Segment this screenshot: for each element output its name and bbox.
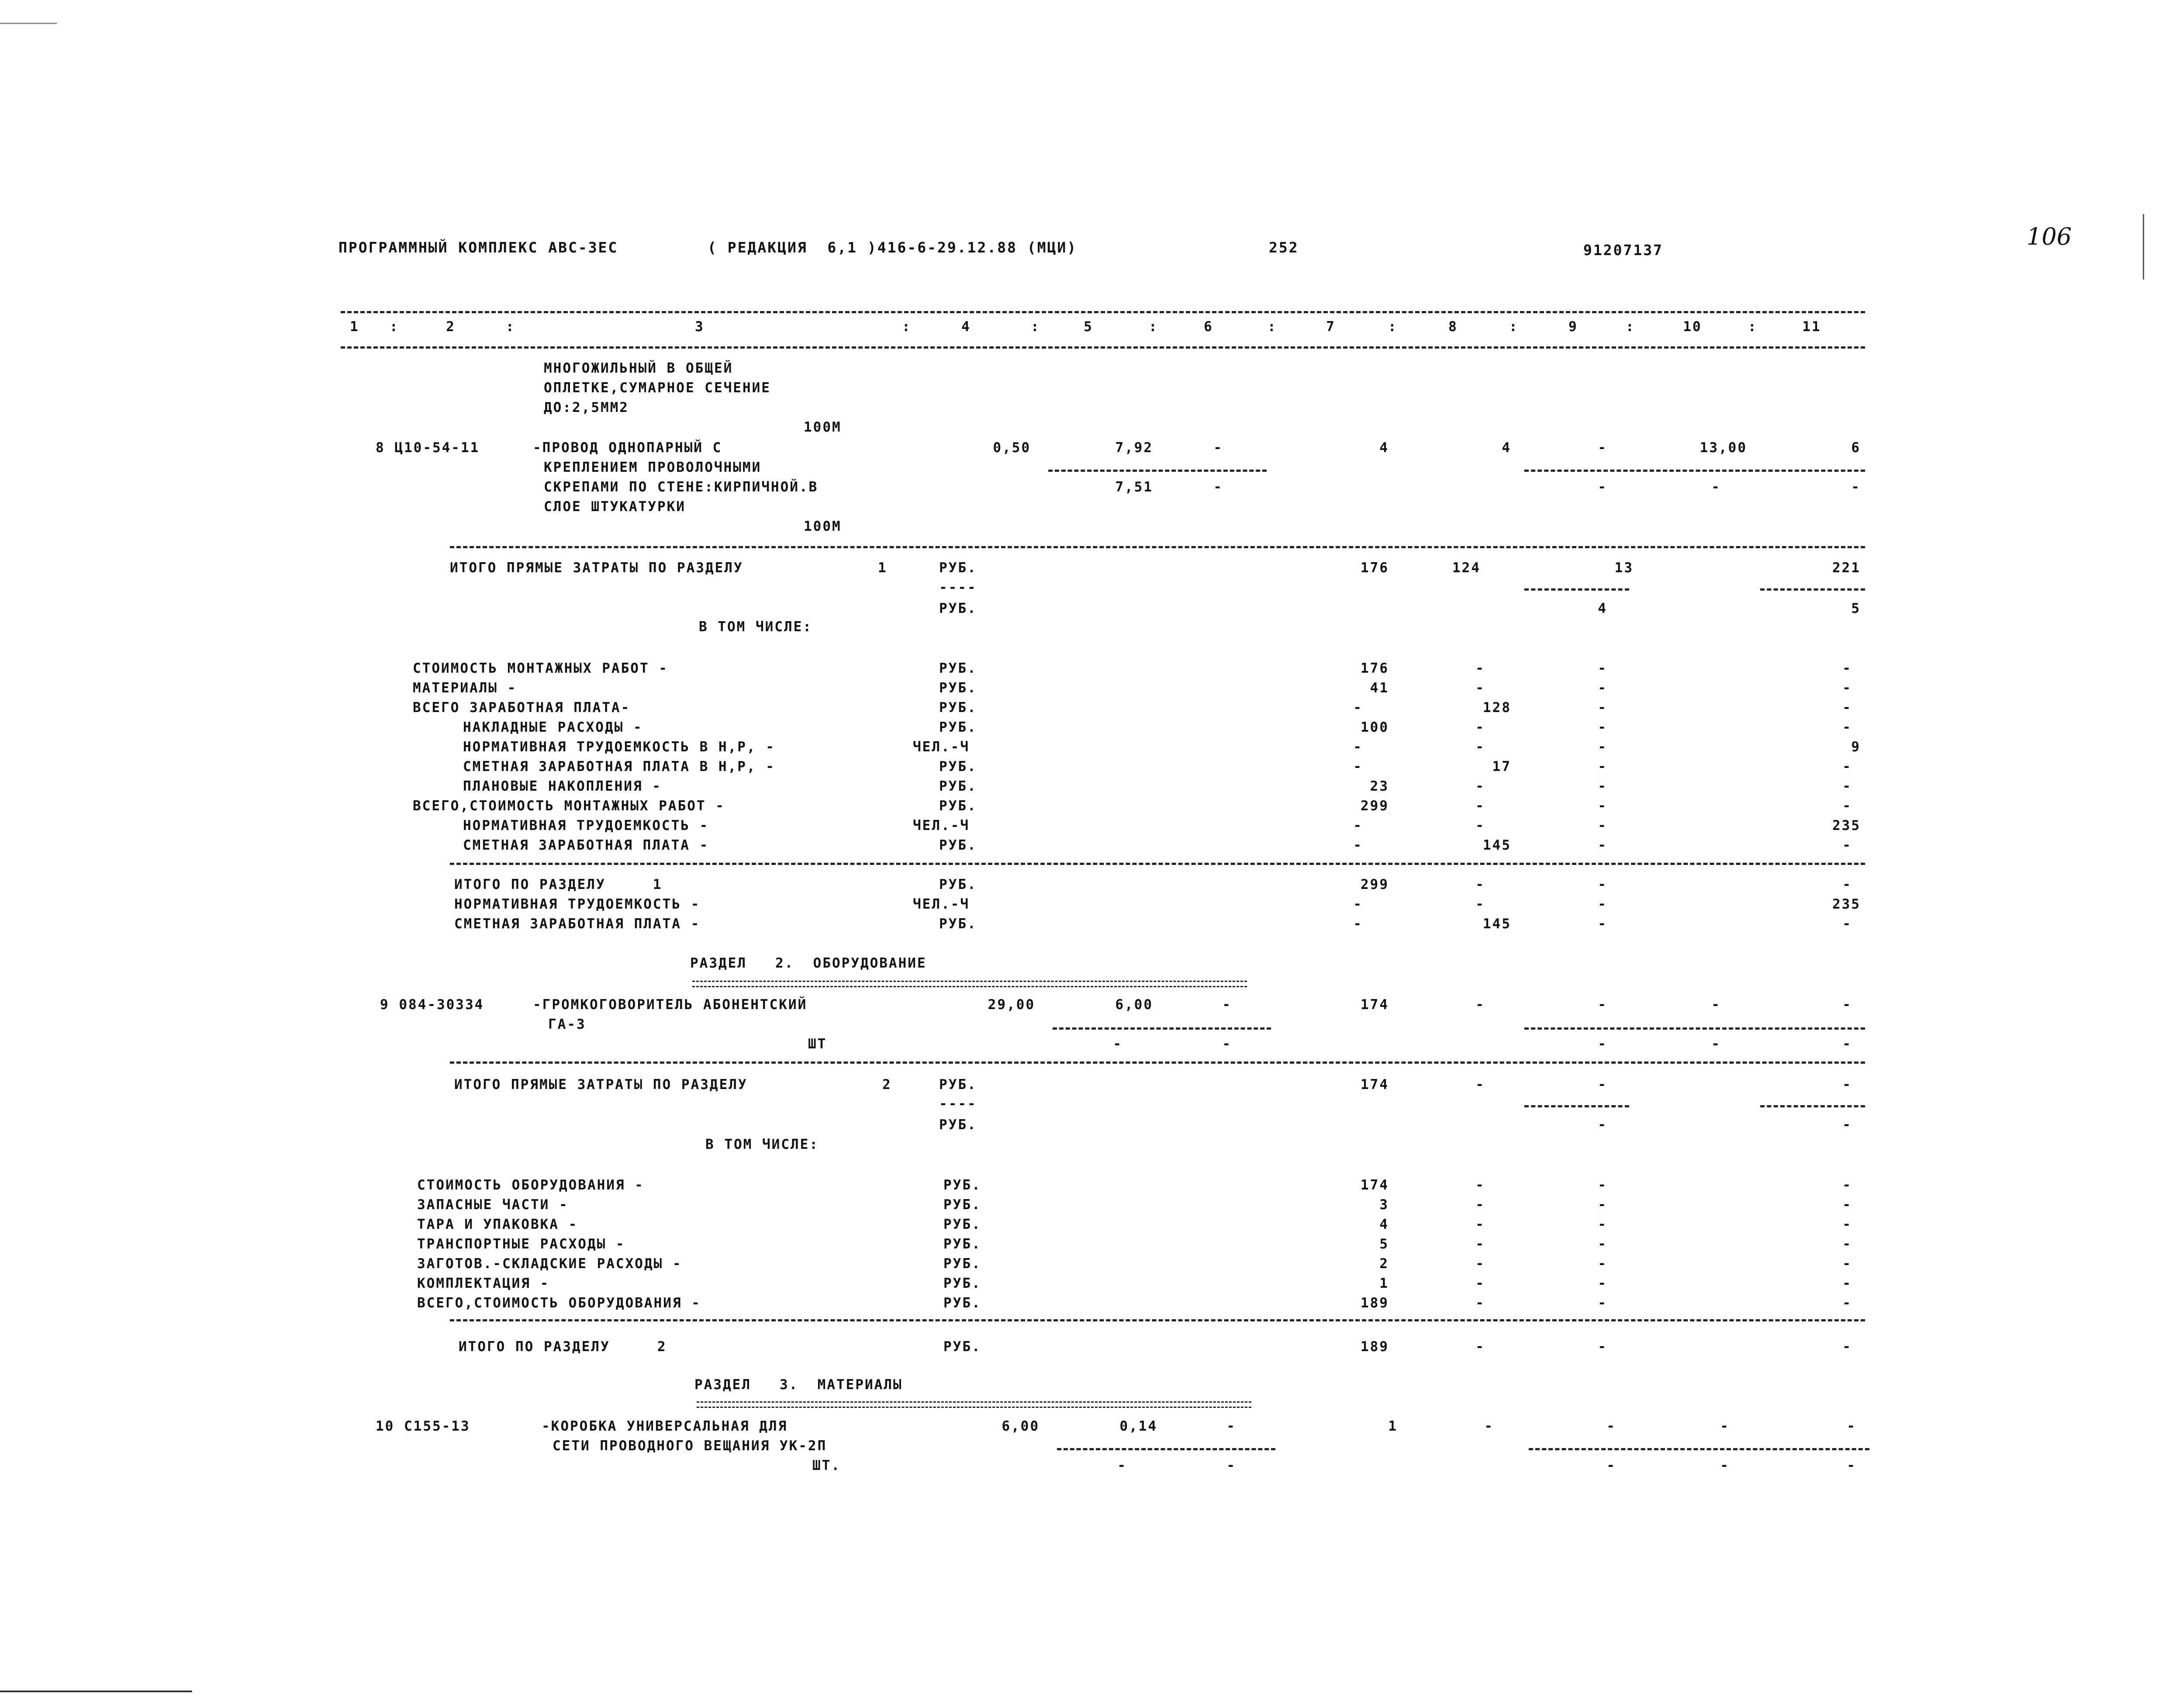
row-label: ТАРА И УПАКОВКА -	[417, 1217, 578, 1232]
document-code: 91207137	[1583, 242, 1663, 259]
including-label: В ТОМ ЧИСЛЕ:	[705, 1137, 819, 1152]
cell-col9: -	[1598, 1295, 1607, 1311]
cell-col7: 189	[1361, 1295, 1389, 1311]
cell-col10: -	[1720, 1458, 1730, 1473]
item-unit: 100М	[804, 519, 842, 534]
cell-unit: РУБ.	[939, 916, 977, 932]
edition-info: ( РЕДАКЦИЯ 6,1 )416-6-29.12.88 (МЦИ)	[708, 239, 1078, 256]
item-description-line: ГА-3	[548, 1017, 586, 1032]
section-3-title: РАЗДЕЛ 3. МАТЕРИАЛЫ	[694, 1377, 903, 1393]
subtotal-rule	[1529, 1448, 1869, 1450]
cell-col9: -	[1598, 1276, 1607, 1291]
row-label: ТРАНСПОРТНЫЕ РАСХОДЫ -	[417, 1236, 625, 1252]
cell-col9: -	[1598, 739, 1607, 755]
section-number: 2	[882, 1077, 892, 1093]
total-label: ИТОГО ПРЯМЫЕ ЗАТРАТЫ ПО РАЗДЕЛУ	[450, 560, 743, 576]
cell-col8: -	[1475, 877, 1485, 892]
cell-unit: РУБ.	[939, 660, 977, 676]
row-label: СМЕТНАЯ ЗАРАБОТНАЯ ПЛАТА -	[463, 837, 709, 853]
subtotal-rule	[1760, 1105, 1865, 1107]
cell-col7: -	[1353, 700, 1363, 716]
cell-col7: 5	[1379, 1236, 1389, 1252]
row-label: НОРМАТИВНАЯ ТРУДОЕМКОСТЬ -	[463, 818, 709, 833]
corner-mark-top-left	[0, 23, 57, 24]
column-number: 4	[961, 319, 971, 335]
cell-col9: -	[1598, 837, 1607, 853]
item-unit: ШТ.	[812, 1458, 841, 1473]
cell-col7: 299	[1361, 877, 1389, 892]
cell-unit: РУБ.	[939, 680, 977, 696]
cell-unit: ЧЕЛ.-Ч	[913, 818, 970, 833]
cell-col7: 174	[1361, 997, 1389, 1013]
cell-col11: -	[1842, 1177, 1852, 1193]
column-number: 1	[350, 319, 359, 335]
cell-col6: -	[1213, 440, 1223, 456]
cell-col8: -	[1475, 1236, 1485, 1252]
item-description-line: -ГРОМКОГОВОРИТЕЛЬ АБОНЕНТСКИЙ	[533, 997, 808, 1013]
cell-col7: 189	[1361, 1339, 1389, 1355]
column-number: 5	[1084, 319, 1093, 335]
cell-col10: -	[1711, 997, 1721, 1013]
cell-col11: -	[1847, 1418, 1856, 1434]
column-number: 8	[1448, 319, 1458, 335]
cell-col9: -	[1598, 997, 1607, 1013]
cell-col11: -	[1842, 1256, 1852, 1272]
row-label: СТОИМОСТЬ ОБОРУДОВАНИЯ -	[417, 1177, 644, 1193]
subtotal-rule	[1524, 1027, 1865, 1030]
cell-col9: -	[1598, 1339, 1607, 1355]
cell-col9: -	[1598, 1036, 1607, 1052]
cell-col11: 5	[1851, 601, 1861, 616]
subtotal-rule	[1760, 588, 1865, 591]
cell-col11: -	[1842, 660, 1852, 676]
cell-col9: -	[1598, 1217, 1607, 1232]
cell-unit: РУБ.	[943, 1197, 981, 1213]
cell-unit: РУБ.	[939, 778, 977, 794]
row-label: ЗАПАСНЫЕ ЧАСТИ -	[417, 1197, 569, 1213]
cell-col9: -	[1598, 896, 1607, 912]
cell-col4: 0,50	[993, 440, 1031, 456]
section-rule	[450, 1061, 1865, 1064]
cell-col11: 6	[1851, 440, 1861, 456]
cell-col9: -	[1598, 700, 1607, 716]
cell-col7: 174	[1361, 1077, 1389, 1093]
cell-col8: 124	[1452, 560, 1481, 576]
item-description-line: -КОРОБКА УНИВЕРСАЛЬНАЯ ДЛЯ	[542, 1418, 788, 1434]
cell-col9: -	[1606, 1458, 1616, 1473]
cell-unit: РУБ.	[939, 1077, 977, 1093]
cell-col8: -	[1475, 1197, 1485, 1213]
cell-col4: 29,00	[988, 997, 1035, 1013]
cell-col9: -	[1598, 1117, 1607, 1133]
subtotal-rule	[1053, 1027, 1271, 1030]
subtotal-rule	[1524, 470, 1865, 472]
cell-col8: -	[1475, 680, 1485, 696]
row-label: ИТОГО ПО РАЗДЕЛУ 2	[459, 1339, 667, 1355]
cell-col10: -	[1720, 1418, 1730, 1434]
cell-col11: 235	[1832, 818, 1861, 833]
cell-col11: -	[1851, 479, 1861, 495]
cell-col8: 145	[1483, 837, 1511, 853]
column-header-bottom-rule	[341, 346, 1865, 349]
cell-col11: 9	[1851, 739, 1861, 755]
item-description-line: ДО:2,5ММ2	[544, 400, 629, 415]
section-title-underline	[692, 981, 1247, 987]
cell-col11: -	[1842, 1236, 1852, 1252]
cell-col8: -	[1484, 1418, 1494, 1434]
corner-mark-bottom-left	[0, 1691, 192, 1692]
cell-col7: -	[1353, 837, 1363, 853]
cell-col9: -	[1598, 1197, 1607, 1213]
row-label: ВСЕГО,СТОИМОСТЬ ОБОРУДОВАНИЯ -	[417, 1295, 701, 1311]
cell-unit: РУБ.	[943, 1295, 981, 1311]
cell-col4: 6,00	[1002, 1418, 1040, 1434]
cell-unit: РУБ.	[939, 798, 977, 814]
cell-col8: -	[1475, 896, 1485, 912]
right-margin-bar	[2143, 214, 2144, 280]
handwritten-sheet-number: 106	[2027, 223, 2072, 250]
item-unit: 100М	[804, 419, 842, 435]
cell-col6: -	[1226, 1458, 1236, 1473]
item-description-line: МНОГОЖИЛЬНЫЙ В ОБЩЕЙ	[544, 360, 733, 376]
cell-col11: -	[1842, 1077, 1852, 1093]
cell-col11: -	[1842, 997, 1852, 1013]
row-label: НОРМАТИВНАЯ ТРУДОЕМКОСТЬ В Н,Р, -	[463, 739, 775, 755]
section-number: 1	[878, 560, 888, 576]
cell-col11: -	[1842, 719, 1852, 735]
cell-col9: -	[1598, 660, 1607, 676]
cell-unit: РУБ.	[939, 601, 977, 616]
cell-col11: -	[1842, 1217, 1852, 1232]
cell-unit: РУБ.	[943, 1276, 981, 1291]
cell-col7: 1	[1388, 1418, 1398, 1434]
item-unit: ШТ	[808, 1036, 827, 1052]
cell-col11: -	[1842, 1197, 1852, 1213]
cell-col8: -	[1475, 997, 1485, 1013]
cell-col11: -	[1842, 1339, 1852, 1355]
cell-col7: 23	[1370, 778, 1389, 794]
section-rule	[450, 1319, 1865, 1321]
cell-col8: 128	[1483, 700, 1511, 716]
cell-unit: РУБ.	[939, 837, 977, 853]
cell-col9: -	[1598, 916, 1607, 932]
row-label: СТОИМОСТЬ МОНТАЖНЫХ РАБОТ -	[413, 660, 668, 676]
cell-col8: -	[1475, 1276, 1485, 1291]
cell-unit: РУБ.	[943, 1177, 981, 1193]
including-label: В ТОМ ЧИСЛЕ:	[699, 619, 812, 635]
item-description-line: КРЕПЛЕНИЕМ ПРОВОЛОЧНЫМИ	[544, 460, 762, 475]
cell-col9: -	[1598, 798, 1607, 814]
cell-col5: -	[1113, 1036, 1123, 1052]
row-label: ПЛАНОВЫЕ НАКОПЛЕНИЯ -	[463, 778, 662, 794]
item-description-line: ОПЛЕТКЕ,СУМАРНОЕ СЕЧЕНИЕ	[544, 380, 771, 396]
cell-col7: 2	[1379, 1256, 1389, 1272]
cell-col7: 3	[1379, 1197, 1389, 1213]
cell-col8: -	[1475, 719, 1485, 735]
cell-col8: -	[1475, 1256, 1485, 1272]
cell-col8: -	[1475, 1295, 1485, 1311]
cell-col11: -	[1842, 1036, 1852, 1052]
cell-col9: -	[1598, 1256, 1607, 1272]
cell-col7: -	[1353, 896, 1363, 912]
column-number: 10	[1683, 319, 1702, 335]
column-number: 6	[1204, 319, 1213, 335]
cell-unit: ЧЕЛ.-Ч	[913, 896, 970, 912]
cell-unit: РУБ.	[943, 1256, 981, 1272]
cell-col5: 6,00	[1115, 997, 1153, 1013]
cell-col8: -	[1475, 1339, 1485, 1355]
cell-unit: РУБ.	[939, 700, 977, 716]
cell-col9: 13	[1614, 560, 1634, 576]
cell-col11: -	[1842, 1276, 1852, 1291]
cell-col10: -	[1711, 479, 1721, 495]
column-number: 3	[695, 319, 705, 335]
row-label: НАКЛАДНЫЕ РАСХОДЫ -	[463, 719, 643, 735]
item-description-line: СЕТИ ПРОВОДНОГО ВЕЩАНИЯ УК-2П	[553, 1438, 827, 1454]
cell-col5: -	[1117, 1458, 1127, 1473]
cell-col9: 4	[1598, 601, 1607, 616]
unit-dash: ----	[939, 580, 977, 595]
cell-col9: -	[1598, 759, 1607, 774]
cell-unit: РУБ.	[943, 1217, 981, 1232]
column-number: 2	[446, 319, 456, 335]
cell-col11: -	[1842, 680, 1852, 696]
subtotal-rule	[1048, 470, 1267, 472]
cell-col9: -	[1606, 1418, 1616, 1434]
cell-col11: -	[1842, 916, 1852, 932]
cell-col11: 221	[1832, 560, 1861, 576]
cell-col8: -	[1475, 660, 1485, 676]
cell-col9: -	[1598, 680, 1607, 696]
cell-unit: РУБ.	[939, 560, 977, 576]
column-number: 7	[1326, 319, 1336, 335]
cell-col5: 7,51	[1115, 479, 1153, 495]
cell-unit: РУБ.	[939, 719, 977, 735]
program-title: ПРОГРАММНЫЙ КОМПЛЕКС АВС-3ЕС	[339, 239, 618, 256]
cell-col7: 299	[1361, 798, 1389, 814]
cell-col8: -	[1475, 778, 1485, 794]
cell-col9: -	[1598, 479, 1607, 495]
cell-col9: -	[1598, 818, 1607, 833]
total-label: ИТОГО ПРЯМЫЕ ЗАТРАТЫ ПО РАЗДЕЛУ	[454, 1077, 748, 1093]
cell-col11: -	[1842, 778, 1852, 794]
cell-unit: РУБ.	[939, 1117, 977, 1133]
cell-col5: 7,92	[1115, 440, 1153, 456]
page-number: 252	[1269, 239, 1299, 256]
item-description-line: СКРЕПАМИ ПО СТЕНЕ:КИРПИЧНОЙ.В	[544, 479, 819, 495]
cell-col7: 41	[1370, 680, 1389, 696]
unit-dash: ----	[939, 1096, 977, 1112]
section-title-underline	[697, 1401, 1251, 1408]
cell-col11: -	[1842, 1295, 1852, 1311]
subtotal-rule	[1524, 588, 1629, 591]
cell-col6: -	[1226, 1418, 1236, 1434]
row-label: СМЕТНАЯ ЗАРАБОТНАЯ ПЛАТА В Н,Р, -	[463, 759, 775, 774]
cell-col8: -	[1475, 1217, 1485, 1232]
column-header-top-rule	[341, 311, 1865, 313]
row-label: МАТЕРИАЛЫ -	[413, 680, 517, 696]
cell-unit: РУБ.	[943, 1339, 981, 1355]
item-number-code: 8 Ц10-54-11	[376, 440, 480, 456]
cell-unit: ЧЕЛ.-Ч	[913, 739, 970, 755]
subtotal-rule	[1057, 1448, 1275, 1450]
cell-col8: 145	[1483, 916, 1511, 932]
cell-col7: 4	[1379, 440, 1389, 456]
cell-col8: -	[1475, 1177, 1485, 1193]
cell-col6: -	[1213, 479, 1223, 495]
cell-unit: РУБ.	[939, 759, 977, 774]
cell-col11: -	[1842, 837, 1852, 853]
cell-col11: 235	[1832, 896, 1861, 912]
cell-unit: РУБ.	[943, 1236, 981, 1252]
cell-unit: РУБ.	[939, 877, 977, 892]
row-label: СМЕТНАЯ ЗАРАБОТНАЯ ПЛАТА -	[454, 916, 701, 932]
cell-col8: 17	[1492, 759, 1511, 774]
item-description-line: -ПРОВОД ОДНОПАРНЫЙ С	[533, 440, 722, 456]
row-label: ВСЕГО ЗАРАБОТНАЯ ПЛАТА-	[413, 700, 631, 716]
column-number: 9	[1568, 319, 1578, 335]
cell-col8: -	[1475, 739, 1485, 755]
cell-col9: -	[1598, 1177, 1607, 1193]
cell-col7: -	[1353, 916, 1363, 932]
cell-col7: -	[1353, 759, 1363, 774]
item-number-code: 9 084-30334	[380, 997, 484, 1013]
cell-col10: -	[1711, 1036, 1721, 1052]
cell-col8: -	[1475, 818, 1485, 833]
cell-col7: 176	[1361, 560, 1389, 576]
row-label: ИТОГО ПО РАЗДЕЛУ 1	[454, 877, 663, 892]
item-number-code: 10 С155-13	[376, 1418, 470, 1434]
cell-col11: -	[1842, 759, 1852, 774]
cell-col7: -	[1353, 818, 1363, 833]
cell-col7: 1	[1379, 1276, 1389, 1291]
row-label: ЗАГОТОВ.-СКЛАДСКИЕ РАСХОДЫ -	[417, 1256, 682, 1272]
row-label: КОМПЛЕКТАЦИЯ -	[417, 1276, 550, 1291]
cell-col9: -	[1598, 440, 1607, 456]
cell-col8: 4	[1502, 440, 1511, 456]
column-number: 11	[1802, 319, 1821, 335]
cell-col9: -	[1598, 778, 1607, 794]
cell-col11: -	[1842, 700, 1852, 716]
cell-col8: -	[1475, 1077, 1485, 1093]
cell-col7: 100	[1361, 719, 1389, 735]
cell-col6: -	[1222, 997, 1232, 1013]
cell-col5: 0,14	[1119, 1418, 1157, 1434]
cell-col11: -	[1842, 798, 1852, 814]
cell-col11: -	[1842, 877, 1852, 892]
section-rule	[450, 546, 1865, 548]
cell-col11: -	[1842, 1117, 1852, 1133]
item-description-line: СЛОЕ ШТУКАТУРКИ	[544, 499, 686, 515]
section-2-title: РАЗДЕЛ 2. ОБОРУДОВАНИЕ	[690, 955, 927, 971]
cell-col9: -	[1598, 1236, 1607, 1252]
row-label: ВСЕГО,СТОИМОСТЬ МОНТАЖНЫХ РАБОТ -	[413, 798, 725, 814]
cell-col8: -	[1475, 798, 1485, 814]
cell-col10: 13,00	[1699, 440, 1747, 456]
subtotal-rule	[1524, 1105, 1629, 1107]
cell-col7: 174	[1361, 1177, 1389, 1193]
section-rule	[450, 863, 1865, 865]
cell-col9: -	[1598, 1077, 1607, 1093]
cell-col7: -	[1353, 739, 1363, 755]
cell-col7: 4	[1379, 1217, 1389, 1232]
cell-col9: -	[1598, 877, 1607, 892]
row-label: НОРМАТИВНАЯ ТРУДОЕМКОСТЬ -	[454, 896, 701, 912]
cell-col6: -	[1222, 1036, 1232, 1052]
cell-col11: -	[1847, 1458, 1856, 1473]
cell-col9: -	[1598, 719, 1607, 735]
cell-col7: 176	[1361, 660, 1389, 676]
